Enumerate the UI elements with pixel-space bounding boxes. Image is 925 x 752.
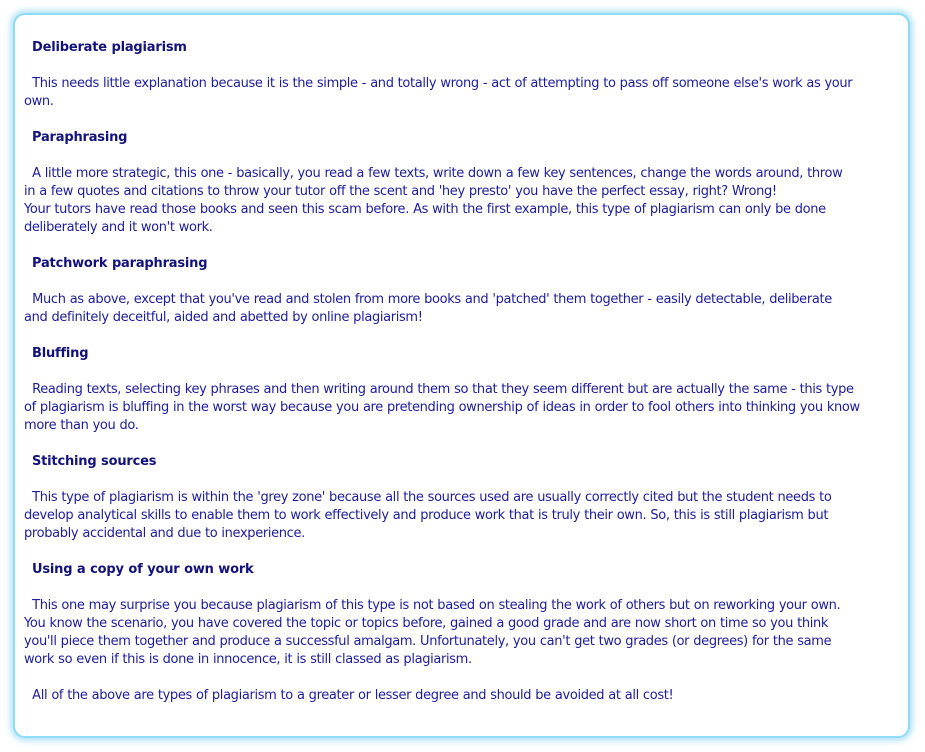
section-deliberate-plagiarism [24, 39, 896, 111]
paragraph-line: Reading texts, selecting key phrases and then writing around them so that they seem different but are actually the same - this type [24, 382, 854, 397]
paragraph-line: develop analytical skills to enable them to work effectively and produce work that is truly their own. So, this is still plagiarism but [24, 508, 829, 523]
paragraph-line: Your tutors have read those books and seen this scam before. As with the first example, this type of plagiarism can only be done [24, 202, 826, 217]
section-heading: Patchwork paraphrasing [32, 256, 208, 271]
section-paragraph [24, 597, 896, 669]
section-heading: Paraphrasing [32, 130, 128, 145]
section-bluffing [24, 345, 896, 435]
paragraph-line: This needs little explanation because it is the simple - and totally wrong - act of attempting to pass off someone else's work as your [24, 76, 853, 91]
closing-paragraph [24, 687, 896, 705]
section-heading: Deliberate plagiarism [32, 40, 187, 55]
paragraph-line: Much as above, except that you've read and stolen from more books and 'patched' them together - easily detectable, deliberate [24, 292, 832, 307]
paragraph-line: This type of plagiarism is within the 'grey zone' because all the sources used are usually correctly cited but the student needs to [24, 490, 832, 505]
paragraph-line: in a few quotes and citations to throw your tutor off the scent and 'hey presto' you have the perfect essay, right? Wrong! [24, 184, 777, 199]
section-paragraph [24, 165, 896, 237]
paragraph-line: A little more strategic, this one - basically, you read a few texts, write down a few key sentences, change the words around, throw [24, 166, 843, 181]
section-paragraph [24, 381, 896, 435]
section-paragraph [24, 291, 896, 327]
section-paragraph [24, 489, 896, 543]
section-paragraph [24, 75, 896, 111]
section-stitching-sources [24, 453, 896, 543]
paragraph-line: more than you do. [24, 418, 139, 433]
section-patchwork-paraphrasing [24, 255, 896, 327]
paragraph-line: You know the scenario, you have covered the topic or topics before, gained a good grade and are now short on time so you think [24, 616, 829, 631]
paragraph-line: own. [24, 94, 54, 109]
section-paraphrasing [24, 129, 896, 237]
section-heading: Stitching sources [32, 454, 157, 469]
section-heading: Using a copy of your own work [32, 562, 254, 577]
content-panel [13, 13, 910, 738]
paragraph-line: This one may surprise you because plagiarism of this type is not based on stealing the work of others but on reworking your own. [24, 598, 841, 613]
paragraph-line: of plagiarism is bluffing in the worst way because you are pretending ownership of ideas in order to fool others into thinking you know [24, 400, 860, 415]
paragraph-line: deliberately and it won't work. [24, 220, 213, 235]
paragraph-line: you'll piece them together and produce a successful amalgam. Unfortunately, you can't get two grades (or degrees) for the same [24, 634, 832, 649]
paragraph-line: and definitely deceitful, aided and abetted by online plagiarism! [24, 310, 423, 325]
article-body [24, 39, 896, 723]
paragraph-line: probably accidental and due to inexperience. [24, 526, 305, 541]
section-heading: Bluffing [32, 346, 89, 361]
paragraph-line: work so even if this is done in innocence, it is still classed as plagiarism. [24, 652, 472, 667]
section-using-own-work [24, 561, 896, 669]
closing-line: All of the above are types of plagiarism to a greater or lesser degree and should be avoided at all cost! [24, 688, 674, 703]
